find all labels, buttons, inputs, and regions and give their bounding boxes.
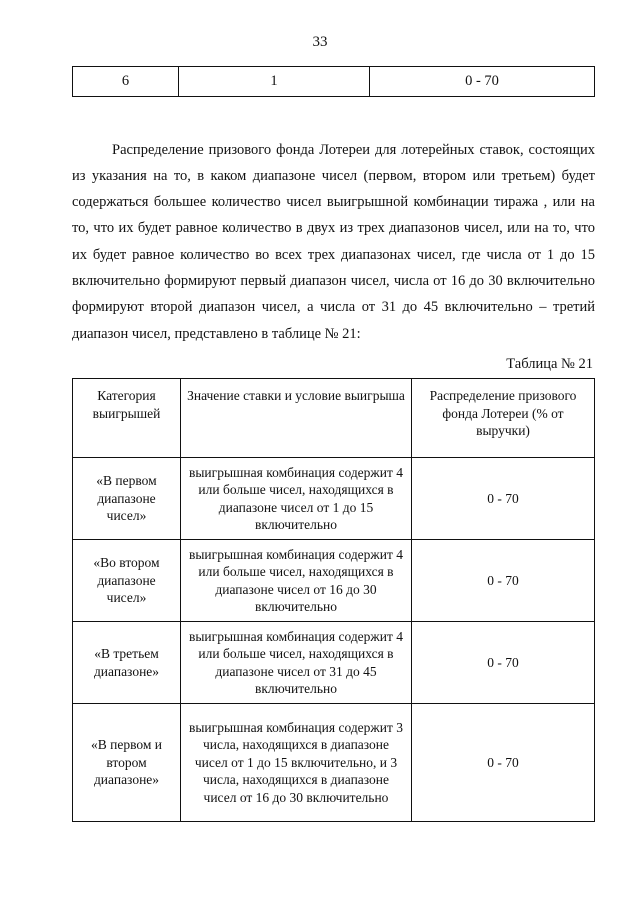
column-header-distribution: Распределение призового фонда Лотереи (% от выручки): [412, 379, 595, 458]
condition-cell: выигрышная комбинация содержит 4 или больше чисел, находящихся в диапазоне чисел от 16 до 30 включительно: [181, 540, 412, 622]
distribution-cell: 0 - 70: [412, 540, 595, 622]
column-header-condition: Значение ставки и условие выигрыша: [181, 379, 412, 458]
body-paragraph: Распределение призового фонда Лотереи для лотерейных ставок, состоящих из указания на то, в каком диапазоне чисел (первом, втором или третьем) будет содержаться большее количество чисел выигрышной комбинации тиража , или на то, что их будет равное количество в двух из трех диапазонов чисел, или на то, что их будет равное количество во всех трех диапазонах чисел, где числа от 1 до 15 включительно формируют первый диапазон чисел, числа от 16 до 30 включительно формируют второй диапазон чисел, а числа от 31 до 45 включительно – третий диапазон чисел, представлено в таблице № 21:: [72, 141, 595, 342]
table-cell: 0 - 70: [370, 67, 595, 97]
table-row: [73, 704, 595, 822]
prize-distribution-table: [72, 378, 595, 822]
category-cell: «Во втором диапазоне чисел»: [73, 540, 181, 622]
table-header-row: [73, 379, 595, 458]
previous-table-last-row: [72, 66, 595, 97]
table-row: [73, 67, 595, 97]
page-number: 33: [312, 34, 328, 50]
table-row: [73, 540, 595, 622]
table-caption: Таблица № 21: [506, 356, 593, 372]
table-row: [73, 622, 595, 704]
category-cell: «В третьем диапазоне»: [73, 622, 181, 704]
distribution-cell: 0 - 70: [412, 622, 595, 704]
table-cell: 1: [179, 67, 370, 97]
condition-cell: выигрышная комбинация содержит 4 или больше чисел, находящихся в диапазоне чисел от 31 до 45 включительно: [181, 622, 412, 704]
condition-cell: выигрышная комбинация содержит 3 числа, находящихся в диапазоне чисел от 1 до 15 включительно, и 3 числа, находящихся в диапазоне чисел от 16 до 30 включительно: [181, 704, 412, 822]
condition-cell: выигрышная комбинация содержит 4 или больше чисел, находящихся в диапазоне чисел от 1 до 15 включительно: [181, 458, 412, 540]
category-cell: «В первом и втором диапазоне»: [73, 704, 181, 822]
table-cell: 6: [73, 67, 179, 97]
distribution-cell: 0 - 70: [412, 704, 595, 822]
table-row: [73, 458, 595, 540]
distribution-cell: 0 - 70: [412, 458, 595, 540]
category-cell: «В первом диапазоне чисел»: [73, 458, 181, 540]
column-header-category: Категория выигрышей: [73, 379, 181, 458]
